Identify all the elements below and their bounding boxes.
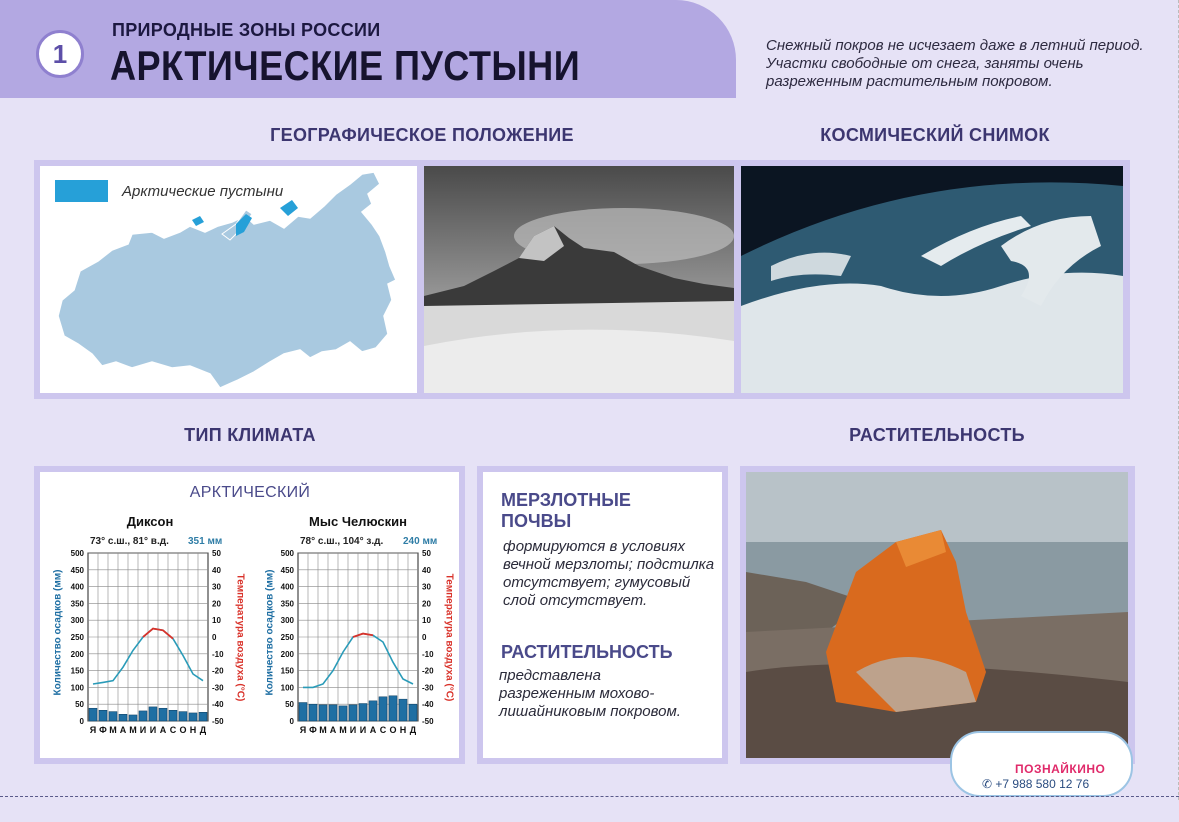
tick-label-left: 400 xyxy=(70,582,84,592)
month-label: О xyxy=(179,725,187,735)
legend-label: Арктические пустыни xyxy=(122,183,284,200)
station-name-dikson: Диксон xyxy=(126,514,174,529)
tick-label-left: 0 xyxy=(289,717,294,726)
month-label: Н xyxy=(399,725,407,735)
station-name-chelyuskin: Мыс Челюскин xyxy=(309,514,407,529)
tick-label-right: -30 xyxy=(212,683,224,693)
tick-label-left: 0 xyxy=(79,717,84,726)
satellite-photo xyxy=(741,166,1123,393)
tick-label-right: 50 xyxy=(212,549,221,558)
tick-label-left: 450 xyxy=(70,565,84,575)
arctic-desert-area-3 xyxy=(192,216,204,226)
heading-vegetation: РАСТИТЕЛЬНОСТЬ xyxy=(849,425,1025,445)
logo-name: ПОЗНАЙКИНО xyxy=(1015,762,1106,776)
month-label: Ф xyxy=(99,725,107,735)
ylabel-temp-2: Температура воздуха (°С) xyxy=(443,573,455,702)
soil-heading: МЕРЗЛОТНЫЕ ПОЧВЫ xyxy=(501,490,631,531)
month-label: А xyxy=(159,725,167,735)
vegetation-heading: РАСТИТЕЛЬНОСТЬ xyxy=(501,642,673,662)
tick-label-right: 0 xyxy=(422,633,427,642)
precip-bar xyxy=(199,712,207,721)
precip-bar xyxy=(149,707,157,721)
station-precip-chelyuskin: 240 мм xyxy=(403,536,438,547)
tick-label-left: 200 xyxy=(70,649,84,659)
tick-label-right: 30 xyxy=(422,582,431,592)
month-label: М xyxy=(319,725,327,735)
heading-climate: ТИП КЛИМАТА xyxy=(184,425,316,445)
tick-label-right: -50 xyxy=(212,717,224,726)
page-title: АРКТИЧЕСКИЕ ПУСТЫНИ xyxy=(110,42,581,89)
ylabel-precip-2: Количество осадков (мм) xyxy=(264,569,276,696)
precip-bar xyxy=(389,696,397,721)
phone-number: +7 988 580 12 76 xyxy=(995,777,1090,791)
month-label: И xyxy=(359,725,367,735)
precip-bar xyxy=(379,697,387,721)
precip-bar xyxy=(129,715,137,721)
month-label: Д xyxy=(199,725,207,735)
tick-label-left: 500 xyxy=(70,549,84,558)
tick-label-left: 250 xyxy=(70,633,84,642)
tick-label-right: 0 xyxy=(212,633,217,642)
climatogram-dikson xyxy=(60,548,240,738)
tick-label-left: 300 xyxy=(70,616,84,626)
precip-bar xyxy=(139,711,147,721)
precip-bar xyxy=(159,708,167,721)
month-label: И xyxy=(349,725,357,735)
month-label: И xyxy=(149,725,157,735)
tick-label-right: 10 xyxy=(422,616,431,626)
tick-label-left: 150 xyxy=(280,666,294,676)
precip-bar xyxy=(109,712,117,721)
vegetation-text: представлена разреженным мохово-лишайниковым покровом. xyxy=(499,667,681,720)
precip-bar xyxy=(89,708,97,721)
tick-label-right: 20 xyxy=(212,599,221,609)
tick-label-right: -50 xyxy=(422,717,434,726)
precip-bar xyxy=(179,712,187,721)
month-label: Д xyxy=(409,725,417,735)
tick-label-left: 250 xyxy=(280,633,294,642)
station-precip-dikson: 351 мм xyxy=(188,536,223,547)
slide-number: 1 xyxy=(36,30,84,78)
precip-bar xyxy=(169,710,177,721)
precip-bar xyxy=(349,705,357,721)
intro-text: Снежный покров не исчезает даже в летний период. Участки свободные от снега, заняты очень разреженным растительным покровом. xyxy=(766,37,1144,90)
tick-label-left: 200 xyxy=(280,649,294,659)
tick-label-right: -40 xyxy=(212,700,224,710)
lichen-photo xyxy=(746,472,1128,758)
precip-bar xyxy=(399,699,407,721)
precip-bar xyxy=(319,705,327,721)
month-label: А xyxy=(119,725,127,735)
tick-label-left: 100 xyxy=(70,683,84,693)
precip-bar xyxy=(99,710,107,721)
tick-label-right: -20 xyxy=(212,666,224,676)
soil-text: формируются в условиях вечной мерзлоты; подстилка отсутствует; гумусовый слой отсутствует. xyxy=(503,538,715,609)
tick-label-left: 150 xyxy=(70,666,84,676)
month-label: М xyxy=(109,725,117,735)
ylabel-precip-1: Количество осадков (мм) xyxy=(52,569,64,696)
precip-bar xyxy=(409,704,417,721)
tick-label-right: 30 xyxy=(212,582,221,592)
precip-bar xyxy=(369,701,377,721)
tick-label-left: 50 xyxy=(285,700,294,710)
arctic-desert-area-2 xyxy=(280,200,298,216)
month-label: С xyxy=(169,725,177,735)
mountain-photo xyxy=(424,166,734,393)
month-label: О xyxy=(389,725,397,735)
tick-label-left: 350 xyxy=(280,599,294,609)
precip-bar xyxy=(189,713,197,721)
month-label: М xyxy=(339,725,347,735)
station-coords-dikson: 73° с.ш., 81° в.д. xyxy=(90,536,169,547)
precip-bar xyxy=(329,705,337,721)
heading-geography: ГЕОГРАФИЧЕСКОЕ ПОЛОЖЕНИЕ xyxy=(270,125,574,145)
month-label: А xyxy=(329,725,337,735)
precip-bar xyxy=(119,714,127,721)
tick-label-right: -20 xyxy=(422,666,434,676)
precip-bar xyxy=(309,704,317,721)
tick-label-left: 100 xyxy=(280,683,294,693)
month-label: И xyxy=(139,725,147,735)
tick-label-right: 40 xyxy=(212,565,221,575)
tick-label-right: -10 xyxy=(212,649,224,659)
precip-bar xyxy=(299,703,307,721)
tick-label-left: 500 xyxy=(280,549,294,558)
month-label: Я xyxy=(89,725,97,735)
month-label: С xyxy=(379,725,387,735)
tick-label-right: -30 xyxy=(422,683,434,693)
tick-label-right: -10 xyxy=(422,649,434,659)
month-label: Н xyxy=(189,725,197,735)
ylabel-temp-1: Температура воздуха (°С) xyxy=(234,573,246,702)
tick-label-left: 400 xyxy=(280,582,294,592)
month-label: Я xyxy=(299,725,307,735)
precip-bar xyxy=(359,704,367,721)
precip-bar xyxy=(339,706,347,721)
tick-label-right: 50 xyxy=(422,549,431,558)
tick-label-right: 10 xyxy=(212,616,221,626)
logo-phone: ✆ +7 988 580 12 76 xyxy=(982,777,1090,791)
russia-shape xyxy=(58,172,396,388)
station-coords-chelyuskin: 78° с.ш., 104° з.д. xyxy=(300,536,384,547)
climatogram-chelyuskin xyxy=(270,548,450,738)
climate-type-label: АРКТИЧЕСКИЙ xyxy=(189,484,311,501)
tick-label-left: 50 xyxy=(75,700,84,710)
month-label: А xyxy=(369,725,377,735)
month-label: Ф xyxy=(309,725,317,735)
month-label: М xyxy=(129,725,137,735)
tick-label-left: 350 xyxy=(70,599,84,609)
tick-label-right: 40 xyxy=(422,565,431,575)
tick-label-left: 300 xyxy=(280,616,294,626)
legend-swatch xyxy=(55,180,108,202)
series-subtitle: ПРИРОДНЫЕ ЗОНЫ РОССИИ xyxy=(112,20,381,40)
bottom-divider xyxy=(0,796,1179,797)
tick-label-right: 20 xyxy=(422,599,431,609)
tick-label-right: -40 xyxy=(422,700,434,710)
tick-label-left: 450 xyxy=(280,565,294,575)
heading-satellite: КОСМИЧЕСКИЙ СНИМОК xyxy=(820,125,1050,145)
